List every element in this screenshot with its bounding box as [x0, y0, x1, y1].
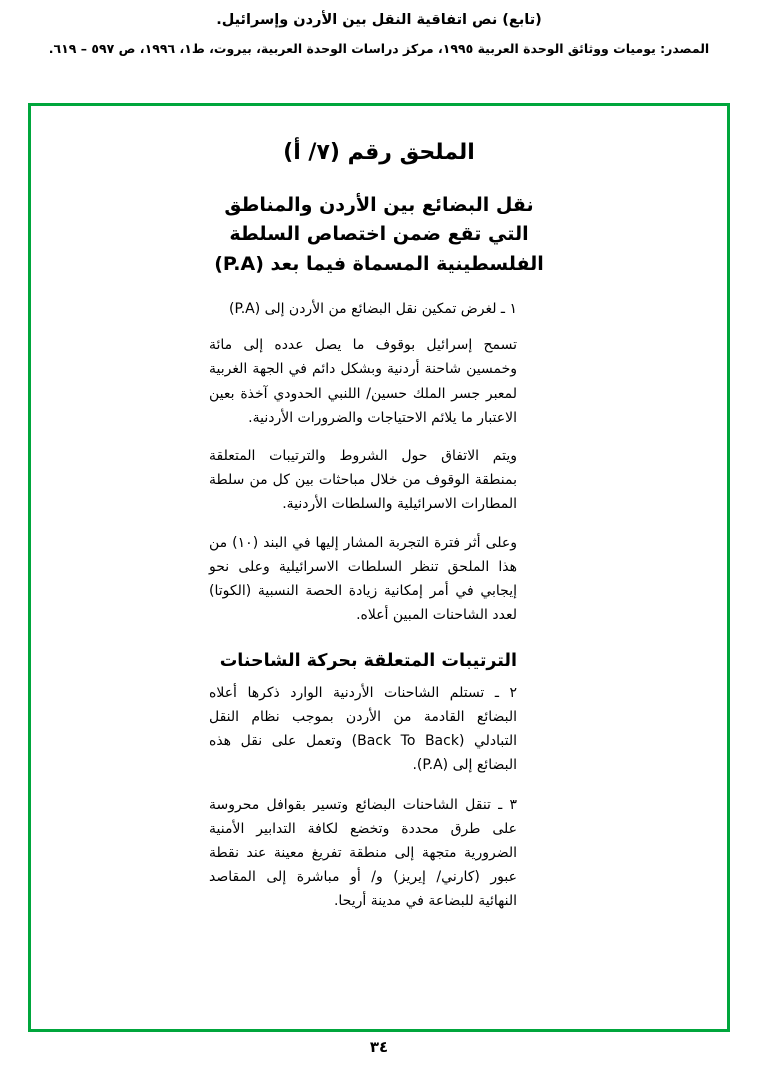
- paragraph-1: ١ ـ لغرض تمكين نقل البضائع من الأردن إلى (P.A): [228, 301, 517, 318]
- header-source: المصدر: يوميات ووثائق الوحدة العربية ١٩٩٥، مركز دراسات الوحدة العربية، بيروت، ط١، ١٩٩٦، ص ٥٩٧ – ٦١٩.: [48, 40, 710, 56]
- section-paragraph-2: ٣ ـ تنقل الشاحنات البضائع وتسير بقوافل محروسة على طرق محددة وتخضع لكافة التدابير الأمنية الضرورية متجهة إلى منطقة تفريغ معينة عند نقطة عبور (كارني/ إيريز) و/ أو مباشرة إلى المقاصد النهائية للبضاعة في مدينة أريحا.: [209, 796, 517, 909]
- content-frame-inner: [31, 106, 727, 1029]
- paragraph-2: تسمح إسرائيل بوقوف ما يصل عدده إلى مائة وخمسين شاحنة أردنية وبشكل دائم في الجهة الغربية لمعبر جسر الملك حسين/ اللنبي الحدودي آخذة بعين الاعتبار ما يلائم الاحتياجات والضرورات الأردنية.: [209, 337, 517, 426]
- paragraph-4: وعلى أثر فترة التجربة المشار إليها في البند (١٠) من هذا الملحق تنظر السلطات الاسرائيلية وعلى نحو إيجابي في أمر إمكانية زيادة الحصة النسبية (الكوتا) لعدد الشاحنات المبين أعلاه.: [209, 534, 517, 624]
- document-title: الملحق رقم (٧/ أ): [283, 140, 475, 165]
- page-number: ٣٤: [369, 1038, 389, 1056]
- section-paragraph-1: ٢ ـ تستلم الشاحنات الأردنية الوارد ذكرها أعلاه البضائع القادمة من الأردن بموجب نظام النقل التبادلي (Back To Back) وتعمل على نقل هذه البضائع إلى (P.A).: [209, 685, 517, 774]
- paragraph-3: ويتم الاتفاق حول الشروط والترتيبات المتعلقة بمنطقة الوقوف من خلال مباحثات بين كل من سلطة المطارات الاسرائيلية والسلطات الأردنية.: [209, 447, 517, 512]
- section-heading: الترتيبات المتعلقة بحركة الشاحنات: [219, 651, 517, 672]
- body-column: [209, 297, 517, 913]
- page-header: [0, 0, 758, 59]
- content-frame: [28, 103, 730, 1032]
- header-title: (تابع) نص اتفاقية النقل بين الأردن وإسرائيل.: [216, 12, 542, 28]
- document-subtitle: نقل البضائع بين الأردن والمناطق التي تقع ضمن اختصاص السلطة الفلسطينية المسماة فيما بعد (P.A): [214, 194, 544, 275]
